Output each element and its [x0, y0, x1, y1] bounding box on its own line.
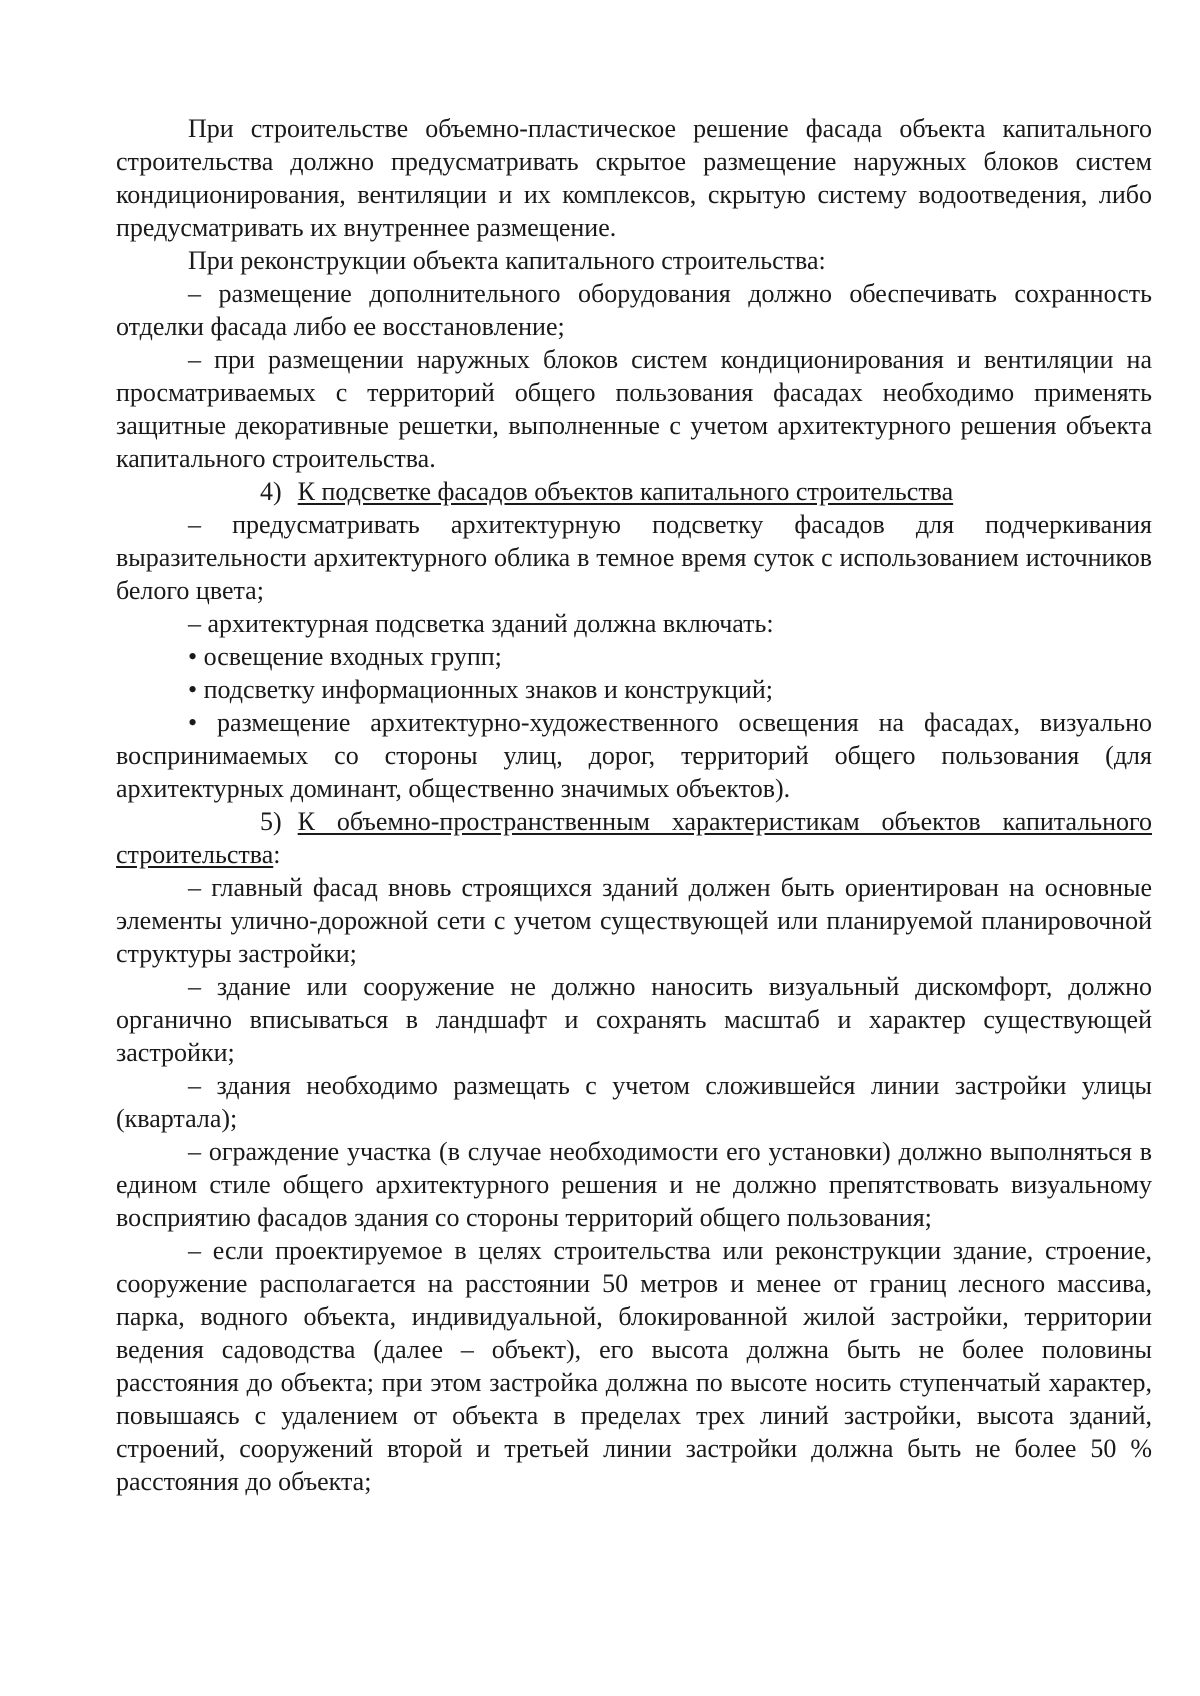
list-item: – главный фасад вновь строящихся зданий должен быть ориентирован на основные элементы улично-дорожной сети с учетом существующей или планируемой планировочной структуры застройки; [116, 873, 1152, 968]
list-item: – архитектурная подсветка зданий должна включать: [188, 609, 774, 638]
bullet-item: • освещение входных групп; [188, 642, 502, 671]
document-page [116, 112, 1152, 1498]
bullet-item: • подсветку информационных знаков и конструкций; [188, 675, 773, 704]
list-item: – при размещении наружных блоков систем кондиционирования и вентиляции на просматриваемых с территорий общего пользования фасадах необходимо применять защитные декоративные решетки, выполненные с учетом архитектурного решения объекта капитального строительства. [116, 345, 1152, 473]
list-item: – здание или сооружение не должно наносить визуальный дискомфорт, должно органично вписываться в ландшафт и сохранять масштаб и характер существующей застройки; [116, 972, 1152, 1067]
section-number: 4) [260, 477, 282, 506]
list-item: – здания необходимо размещать с учетом сложившейся линии застройки улицы (квартала); [116, 1071, 1152, 1133]
section-heading-4 [116, 475, 1152, 508]
paragraph: При реконструкции объекта капитального строительства: [188, 246, 826, 275]
bullet-item: • размещение архитектурно-художественного освещения на фасадах, визуально воспринимаемых со стороны улиц, дорог, территорий общего пользования (для архитектурных доминант, общественно значимых объектов). [116, 708, 1152, 803]
list-item: – ограждение участка (в случае необходимости его установки) должно выполняться в едином стиле общего архитектурного решения и не должно препятствовать визуальному восприятию фасадов здания со стороны территорий общего пользования; [116, 1137, 1152, 1232]
section-heading-5 [116, 805, 1152, 871]
list-item: – предусматривать архитектурную подсветку фасадов для подчеркивания выразительности архитектурного облика в темное время суток с использованием источников белого цвета; [116, 510, 1152, 605]
section-number: 5) [260, 807, 282, 836]
list-item: – если проектируемое в целях строительства или реконструкции здание, строение, сооружение располагается на расстоянии 50 метров и менее от границ лесного массива, парка, водного объекта, индивидуальной, блокированной жилой застройки, территории ведения садоводства (далее – объект), его высота должна быть не более половины расстояния до объекта; при этом застройка должна по высоте носить ступенчатый характер, повышаясь с удалением от объекта в пределах трех линий застройки, высота зданий, строений, сооружений второй и третьей линии застройки должна быть не более 50 % расстояния до объекта; [116, 1236, 1152, 1496]
list-item: – размещение дополнительного оборудования должно обеспечивать сохранность отделки фасада либо ее восстановление; [116, 279, 1152, 341]
section-heading-text: К объемно-пространственным характеристикам объектов капитального строительства [116, 807, 1152, 869]
paragraph: При строительстве объемно-пластическое решение фасада объекта капитального строительства должно предусматривать скрытое размещение наружных блоков систем кондиционирования, вентиляции и их комплексов, скрытую систему водоотведения, либо предусматривать их внутреннее размещение. [116, 114, 1152, 242]
section-heading-text: К подсветке фасадов объектов капитального строительства [297, 477, 954, 506]
section-heading-suffix: : [273, 840, 281, 869]
